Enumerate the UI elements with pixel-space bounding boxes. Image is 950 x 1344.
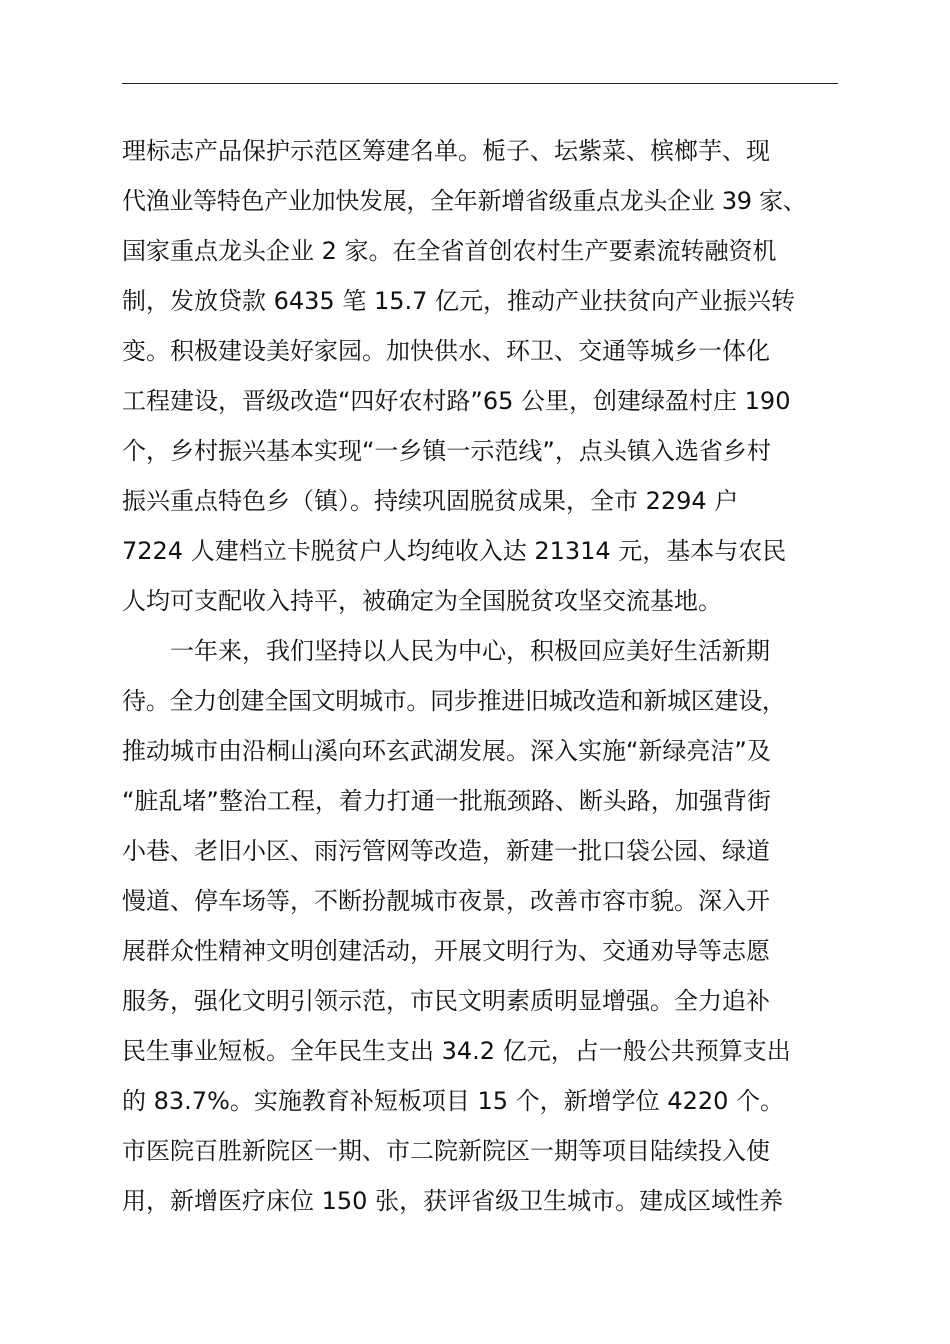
text-line: 待。全力创建全国文明城市。同步推进旧城改造和新城区建设， [122,687,786,715]
text-line: 制，发放贷款 6435 笔 15.7 亿元，推动产业扶贫向产业振兴转 [122,287,796,315]
text-line: 民生事业短板。全年民生支出 34.2 亿元，占一般公共预算支出 [122,1037,791,1065]
text-line: 变。积极建设美好家园。加快供水、环卫、交通等城乡一体化 [122,337,770,365]
text-line: 推动城市由沿桐山溪向环玄武湖发展。深入实施“新绿亮洁”及 [122,737,771,765]
text-line: 的 83.7%。实施教育补短板项目 15 个，新增学位 4220 个。 [122,1087,785,1115]
text-line: 小巷、老旧小区、雨污管网等改造，新建一批口袋公园、绿道 [122,837,770,865]
text-line: 人均可支配收入持平，被确定为全国脱贫攻坚交流基地。 [122,587,722,615]
text-line: 市医院百胜新院区一期、市二院新院区一期等项目陆续投入使 [122,1137,770,1165]
text-line: 国家重点龙头企业 2 家。在全省首创农村生产要素流转融资机 [122,237,777,265]
body-text [122,126,838,1226]
header-rule [122,83,838,84]
text-line: “脏乱堵”整治工程，着力打通一批瓶颈路、断头路，加强背街 [122,787,771,815]
text-line: 7224 人建档立卡脱贫户人均纯收入达 21314 元，基本与农民 [122,537,787,565]
text-line: 理标志产品保护示范区筹建名单。栀子、坛紫菜、槟榔芋、现 [122,137,770,165]
text-line: 工程建设，晋级改造“四好农村路”65 公里，创建绿盈村庄 190 [122,387,791,415]
text-line: 个，乡村振兴基本实现“一乡镇一示范线”，点头镇入选省乡村 [122,437,771,465]
text-line: 一年来，我们坚持以人民为中心，积极回应美好生活新期 [122,637,770,665]
text-line: 振兴重点特色乡（镇）。持续巩固脱贫成果，全市 2294 户 [122,487,739,515]
text-line: 展群众性精神文明创建活动，开展文明行为、交通劝导等志愿 [122,937,770,965]
text-line: 慢道、停车场等，不断扮靓城市夜景，改善市容市貌。深入开 [122,887,770,915]
text-line: 服务，强化文明引领示范，市民文明素质明显增强。全力追补 [122,987,770,1015]
text-line: 用，新增医疗床位 150 张，获评省级卫生城市。建成区域性养 [122,1187,784,1215]
text-line: 代渔业等特色产业加快发展，全年新增省级重点龙头企业 39 家、 [122,187,807,215]
